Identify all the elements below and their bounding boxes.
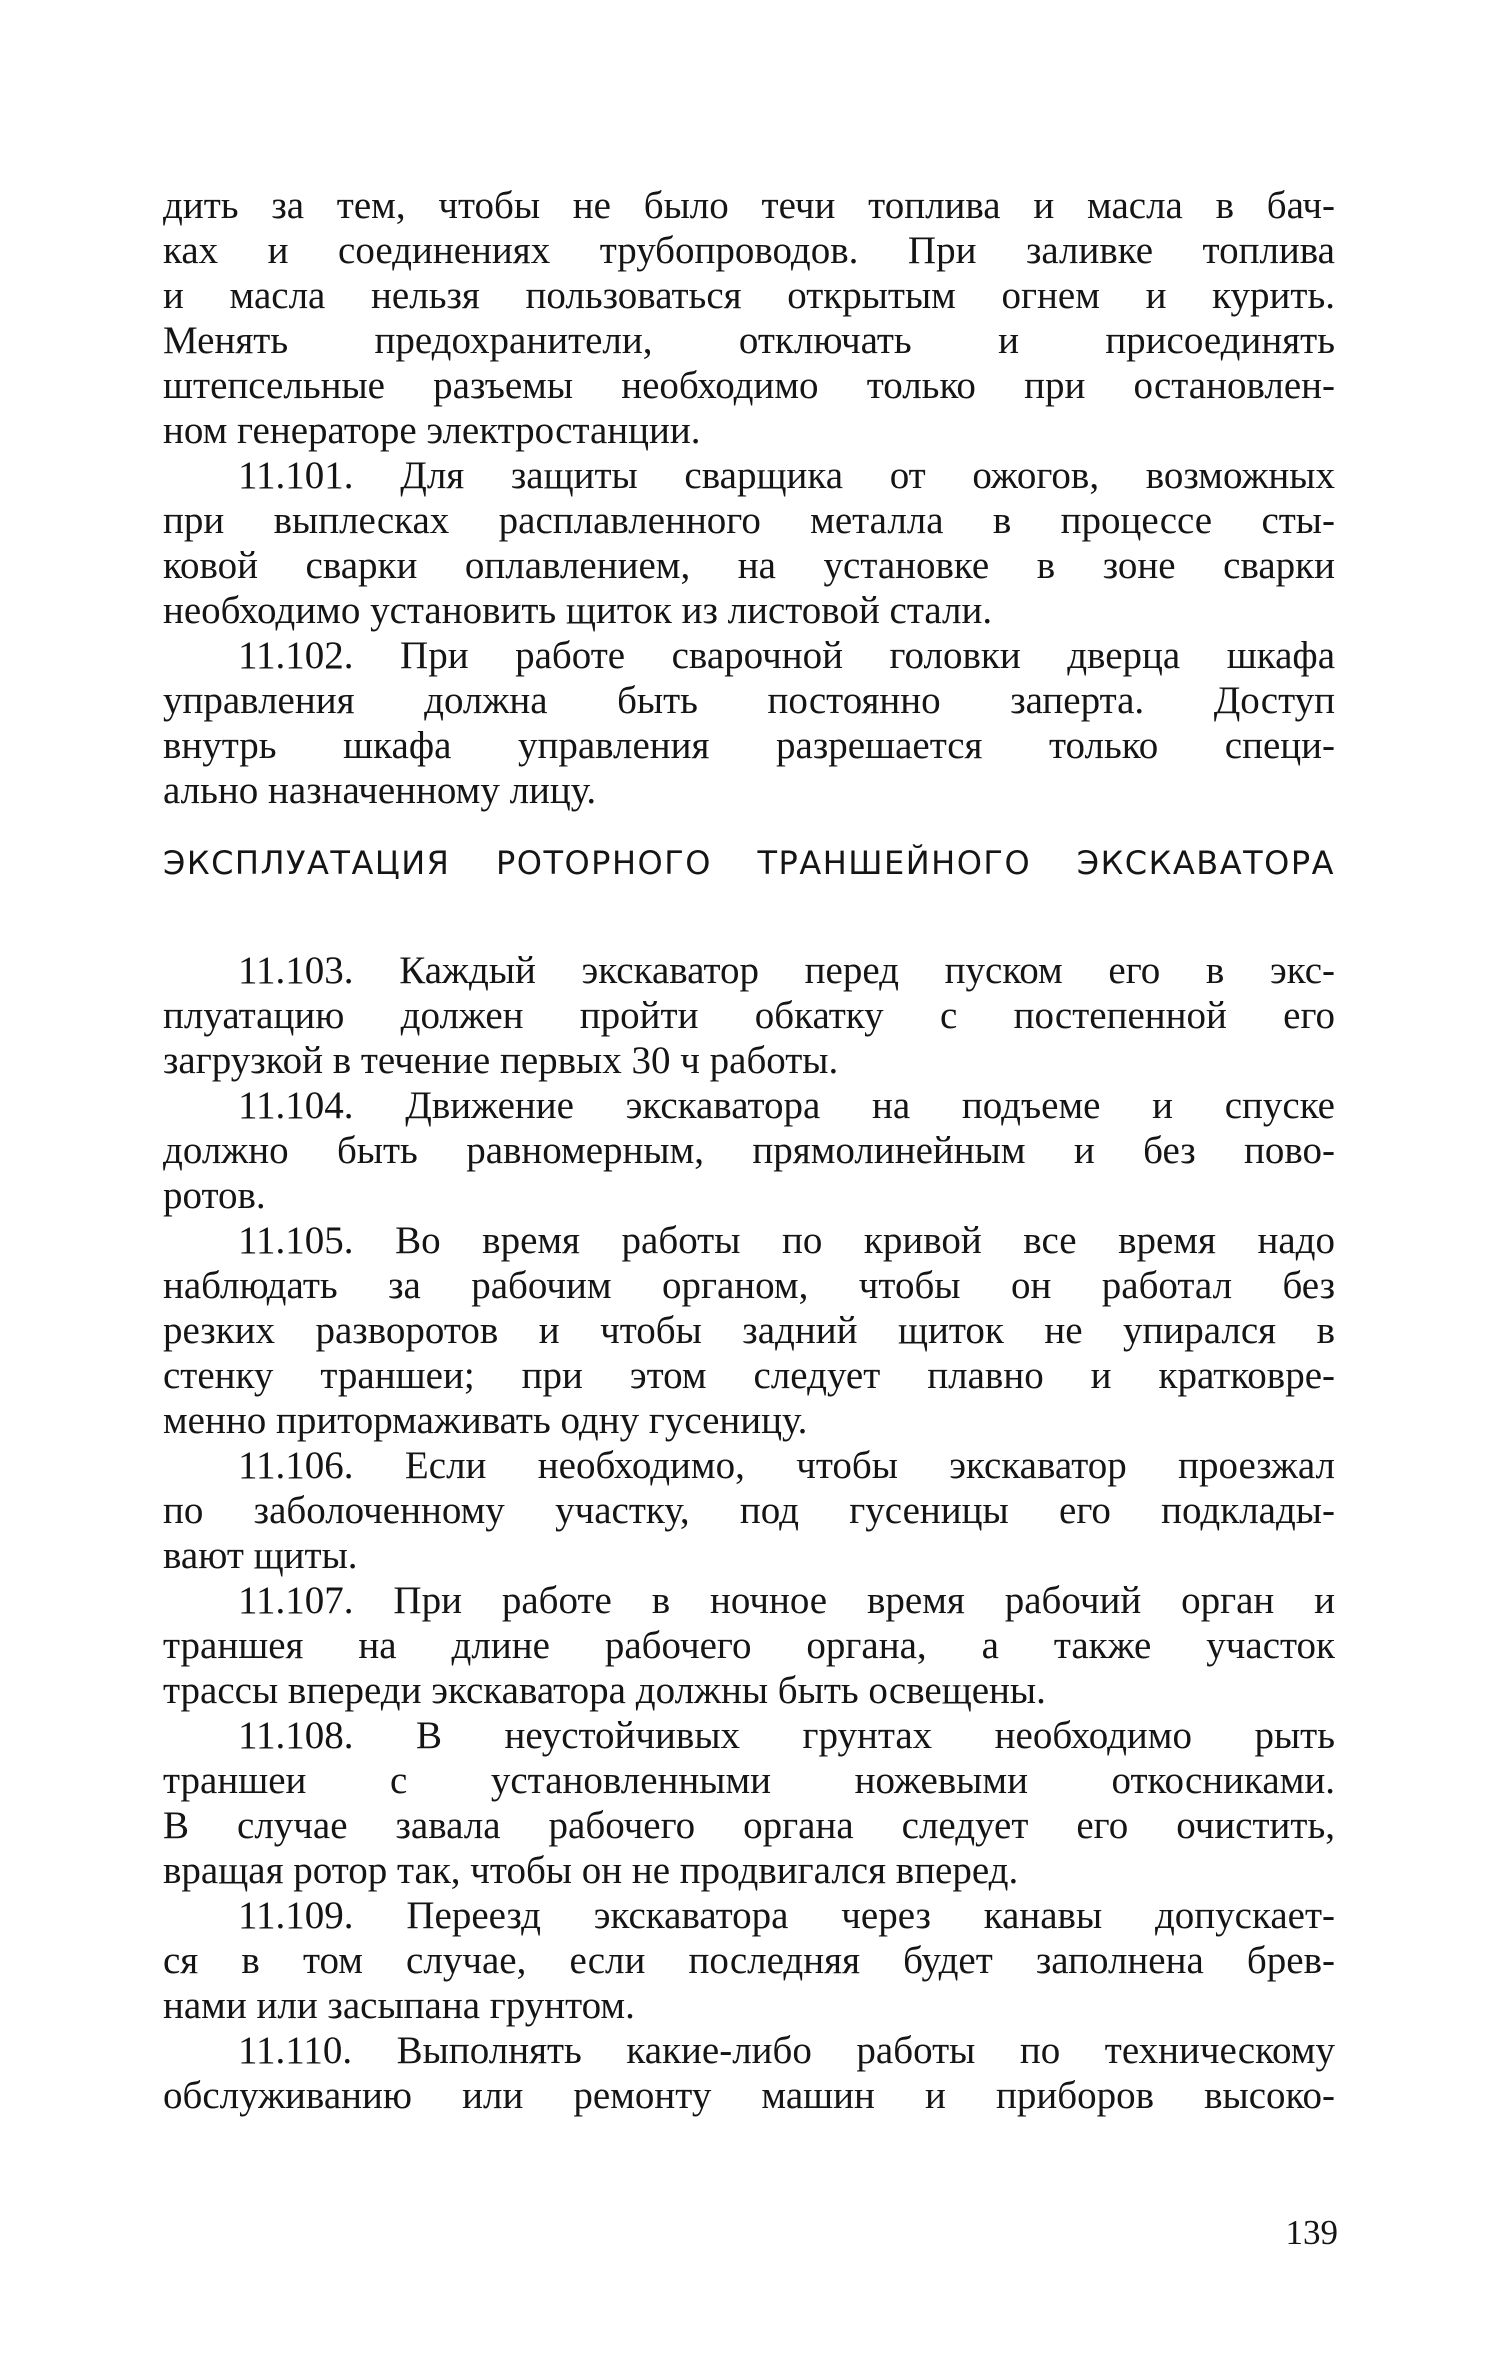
text-line: вращая ротор так, чтобы он не продвигался вперед.	[163, 1849, 1019, 1892]
text-line: траншеи с установленными ножевыми откосниками.	[163, 1759, 1335, 1802]
paragraph-11-110: 11.110. Выполнять какие-либо работы по техническому	[238, 2029, 1335, 2072]
text-line: нами или засыпана грунтом.	[163, 1984, 635, 2027]
text-line: траншея на длине рабочего органа, а также участок	[163, 1624, 1335, 1667]
text-line: Менять предохранители, отключать и присоединять	[163, 319, 1335, 362]
text-line: резких разворотов и чтобы задний щиток не упирался в	[163, 1309, 1335, 1352]
text-line: внутрь шкафа управления разрешается только специ-	[163, 724, 1335, 767]
paragraph-11-108: 11.108. В неустойчивых грунтах необходимо рыть	[238, 1714, 1335, 1757]
paragraph-11-106: 11.106. Если необходимо, чтобы экскаватор проезжал	[238, 1444, 1335, 1487]
text-line: должно быть равномерным, прямолинейным и без пово-	[163, 1129, 1335, 1172]
text-line: ках и соединениях трубопроводов. При заливке топлива	[163, 229, 1335, 272]
text-line: дить за тем, чтобы не было течи топлива и масла в бач-	[163, 184, 1335, 227]
text-line: наблюдать за рабочим органом, чтобы он работал без	[163, 1264, 1335, 1307]
text-line: ально назначенному лицу.	[163, 769, 597, 812]
text-line: по заболоченному участку, под гусеницы его подклады-	[163, 1489, 1335, 1532]
text-line: ковой сварки оплавлением, на установке в зоне сварки	[163, 544, 1335, 587]
text-line: управления должна быть постоянно заперта. Доступ	[163, 679, 1335, 722]
text-line: обслуживанию или ремонту машин и приборов высоко-	[163, 2074, 1335, 2117]
paragraph-11-109: 11.109. Переезд экскаватора через канавы допускает-	[238, 1894, 1335, 1937]
paragraph-11-101: 11.101. Для защиты сварщика от ожогов, возможных	[238, 454, 1335, 497]
text-line: вают щиты.	[163, 1534, 358, 1577]
text-line: загрузкой в течение первых 30 ч работы.	[163, 1039, 839, 1082]
text-line: ротов.	[163, 1174, 266, 1217]
text-line: трассы впереди экскаватора должны быть освещены.	[163, 1669, 1046, 1712]
text-line: ном генераторе электростанции.	[163, 409, 701, 452]
page-number: 139	[1285, 2213, 1338, 2252]
text-line: стенку траншеи; при этом следует плавно и кратковре-	[163, 1354, 1335, 1397]
text-line: штепсельные разъемы необходимо только при остановлен-	[163, 364, 1335, 407]
text-line: плуатацию должен пройти обкатку с постепенной его	[163, 994, 1335, 1037]
paragraph-11-102: 11.102. При работе сварочной головки дверца шкафа	[238, 634, 1335, 677]
paragraph-11-107: 11.107. При работе в ночное время рабочий орган и	[238, 1579, 1335, 1622]
text-line: менно притормаживать одну гусеницу.	[163, 1399, 808, 1442]
text-line: ся в том случае, если последняя будет заполнена брев-	[163, 1939, 1335, 1982]
section-heading: ЭКСПЛУАТАЦИЯ РОТОРНОГО ТРАНШЕЙНОГО ЭКСКАВАТОРА	[163, 844, 1335, 882]
paragraph-11-104: 11.104. Движение экскаватора на подъеме и спуске	[238, 1084, 1335, 1127]
paragraph-11-103: 11.103. Каждый экскаватор перед пуском его в экс-	[238, 949, 1335, 992]
text-line: и масла нельзя пользоваться открытым огнем и курить.	[163, 274, 1335, 317]
paragraph-11-105: 11.105. Во время работы по кривой все время надо	[238, 1219, 1335, 1262]
text-line: необходимо установить щиток из листовой стали.	[163, 589, 993, 632]
text-line: В случае завала рабочего органа следует его очистить,	[163, 1804, 1335, 1847]
text-line: при выплесках расплавленного металла в процессе сты-	[163, 499, 1335, 542]
